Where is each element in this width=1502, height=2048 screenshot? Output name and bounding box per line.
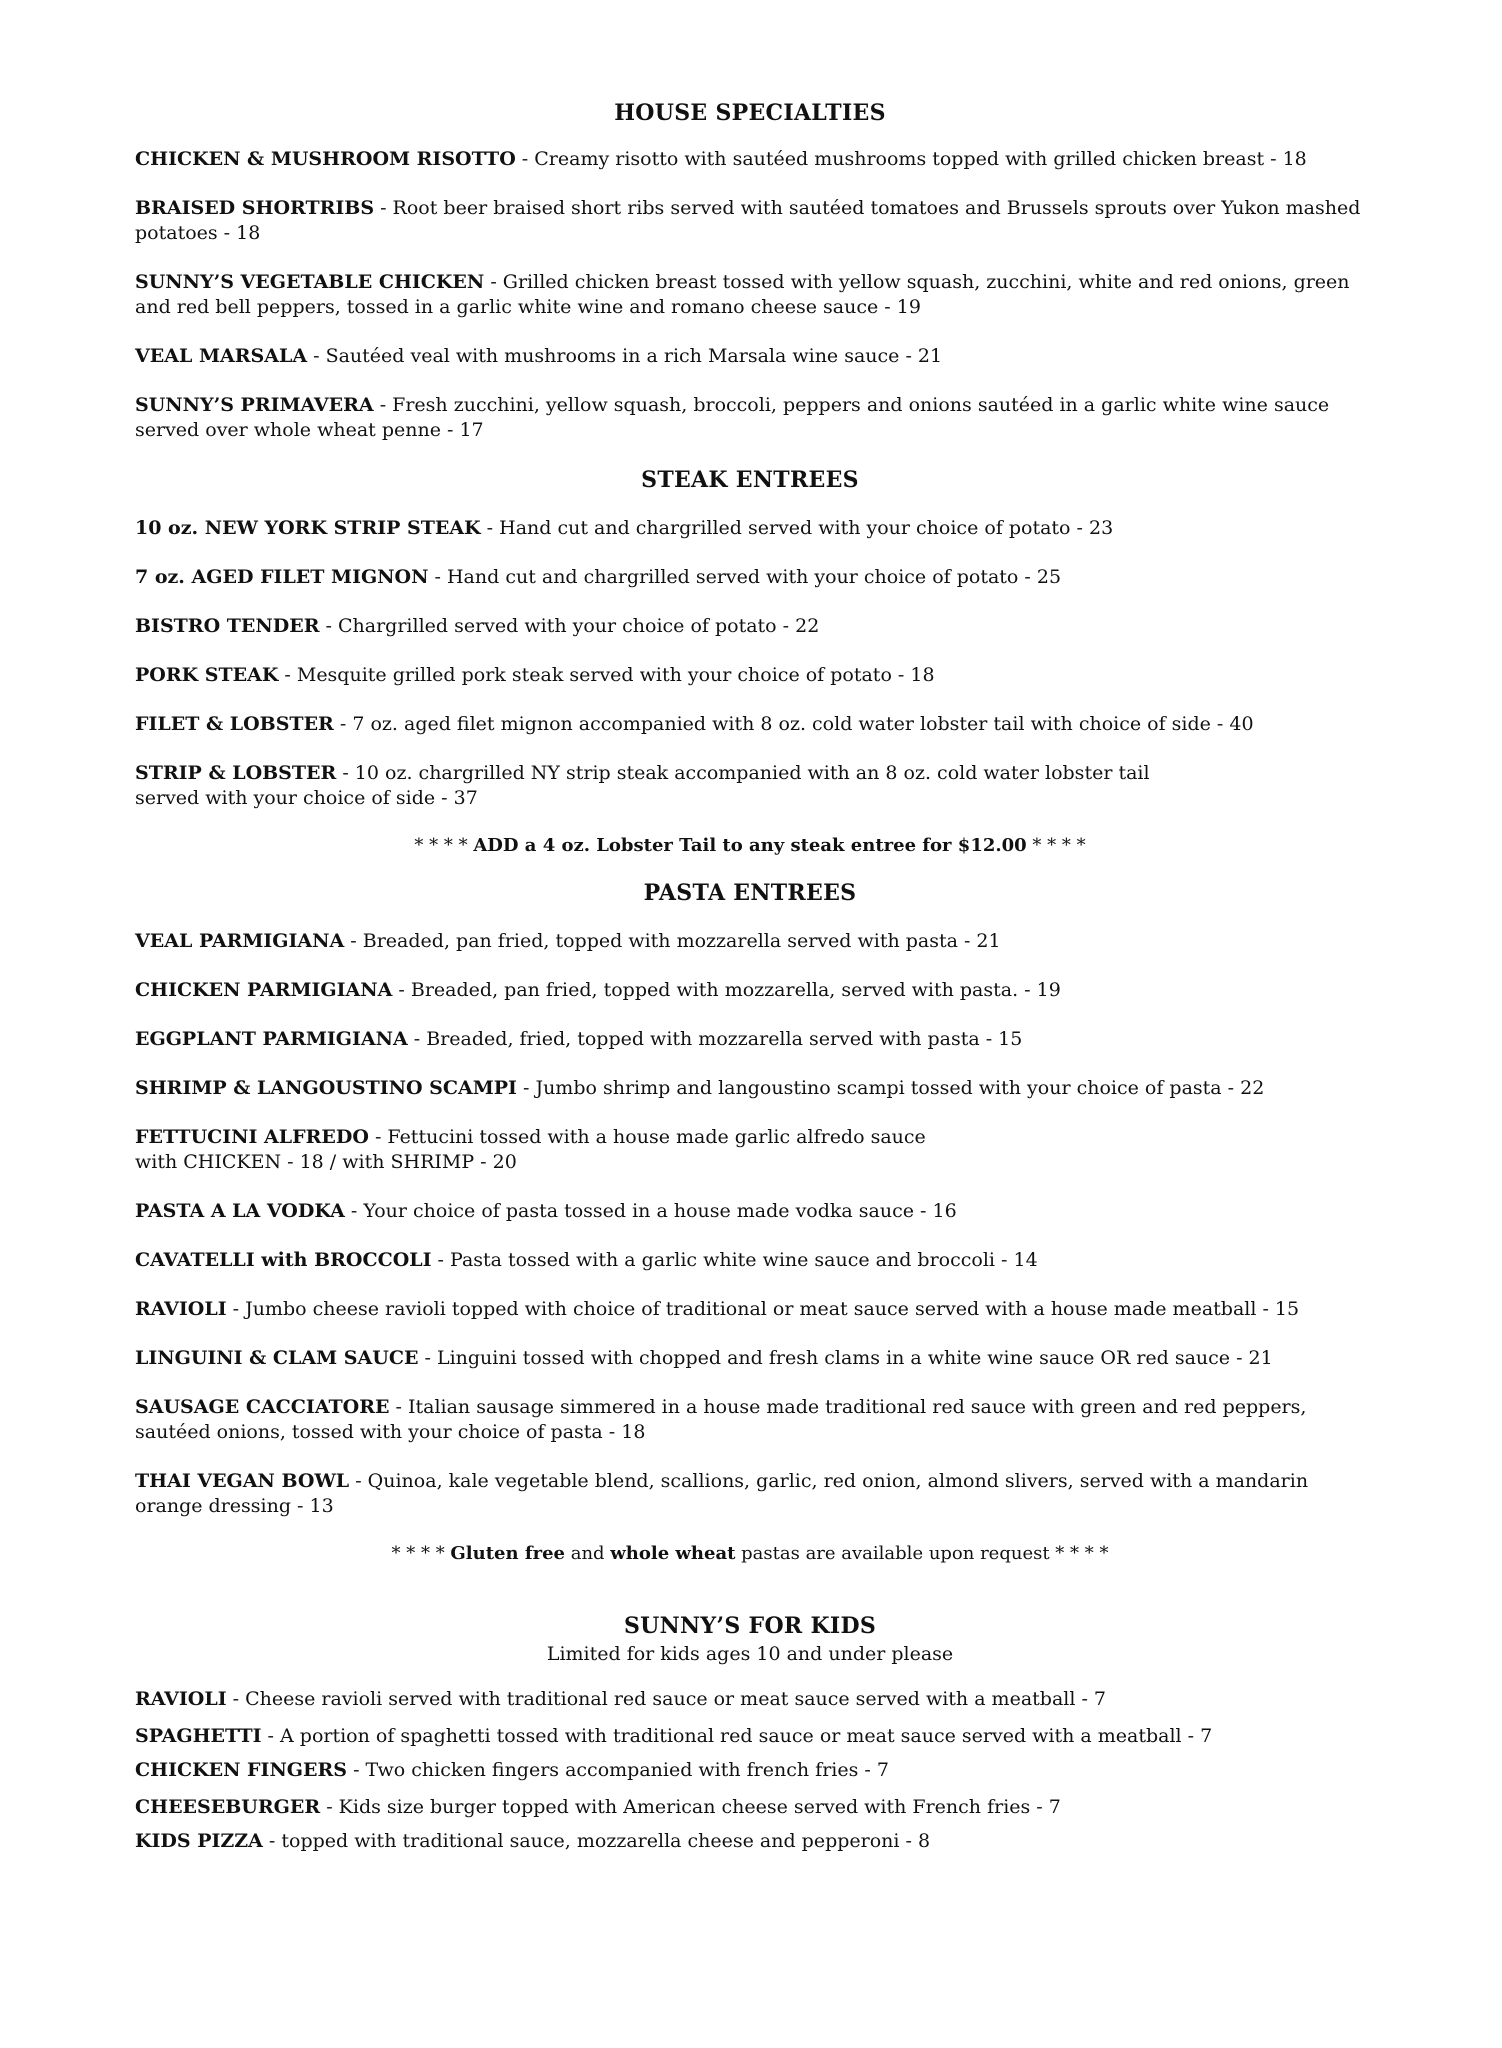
item-desc: - Grilled chicken breast tossed with yellow squash, zucchini, white and red onions, green and red bell peppers, tossed in a garlic white wine and romano cheese sauce - 19	[135, 271, 1350, 318]
item-desc: - Jumbo cheese ravioli topped with choice of traditional or meat sauce served with a house made meatball - 15	[226, 1298, 1300, 1320]
menu-item	[135, 270, 1365, 320]
menu-item	[135, 1469, 1365, 1519]
item-desc: - Italian sausage simmered in a house made traditional red sauce with green and red peppers, sautéed onions, tossed with your choice of pasta - 18	[135, 1396, 1307, 1443]
menu-item	[135, 196, 1365, 246]
item-name: CHICKEN & MUSHROOM RISOTTO	[135, 148, 516, 170]
item-name: FILET & LOBSTER	[135, 713, 334, 735]
item-desc: - Your choice of pasta tossed in a house made vodka sauce - 16	[344, 1200, 957, 1222]
item-name: SUNNY’S PRIMAVERA	[135, 394, 374, 416]
note-bold: ADD a 4 oz. Lobster Tail to any steak entree for $12.00	[473, 835, 1027, 856]
menu-item	[135, 1687, 1365, 1712]
item-desc: - Fresh zucchini, yellow squash, broccoli, peppers and onions sautéed in a garlic white wine sauce served over whole wheat penne - 17	[135, 394, 1330, 441]
menu-item	[135, 761, 1365, 811]
item-name: SPAGHETTI	[135, 1725, 262, 1747]
note-bold: whole wheat	[610, 1543, 736, 1564]
item-desc: - Breaded, pan fried, topped with mozzarella, served with pasta. - 19	[392, 979, 1061, 1001]
item-name: VEAL PARMIGIANA	[135, 930, 345, 952]
item-name: RAVIOLI	[135, 1298, 227, 1320]
item-desc: - Breaded, pan fried, topped with mozzarella served with pasta - 21	[344, 930, 1001, 952]
menu-item	[135, 1395, 1365, 1445]
item-name: RAVIOLI	[135, 1688, 227, 1710]
menu-item	[135, 1724, 1365, 1749]
item-name: 10 oz. NEW YORK STRIP STEAK	[135, 517, 481, 539]
kids-subtitle: Limited for kids ages 10 and under please	[546, 1643, 954, 1665]
note-bold: Gluten free	[450, 1543, 565, 1564]
item-name: KIDS PIZZA	[135, 1830, 263, 1852]
item-name: SAUSAGE CACCIATORE	[135, 1396, 390, 1418]
menu-item	[135, 344, 1365, 369]
item-desc: - Jumbo shrimp and langoustino scampi tossed with your choice of pasta - 22	[516, 1077, 1265, 1099]
item-desc: - Pasta tossed with a garlic white wine sauce and broccoli - 14	[431, 1249, 1038, 1271]
item-name: BRAISED SHORTRIBS	[135, 197, 375, 219]
item-name: VEAL MARSALA	[135, 345, 308, 367]
item-name: STRIP & LOBSTER	[135, 762, 337, 784]
item-desc: - Hand cut and chargrilled served with your choice of potato - 23	[480, 517, 1114, 539]
menu-item	[135, 393, 1365, 443]
item-name: CHICKEN FINGERS	[135, 1759, 348, 1781]
kids-heading: SUNNY’S FOR KIDS	[623, 1613, 877, 1639]
item-desc: - A portion of spaghetti tossed with traditional red sauce or meat sauce served with a meatball - 7	[261, 1725, 1213, 1747]
item-desc: - Breaded, fried, topped with mozzarella served with pasta - 15	[407, 1028, 1023, 1050]
menu-item	[135, 1297, 1365, 1322]
menu-item	[135, 1076, 1365, 1101]
steak-entrees-heading: STEAK ENTREES	[641, 467, 859, 493]
menu-item	[135, 1829, 1365, 1854]
menu-item	[135, 1248, 1365, 1273]
item-desc: - Kids size burger topped with American cheese served with French fries - 7	[320, 1796, 1061, 1818]
item-desc: - Hand cut and chargrilled served with your choice of potato - 25	[428, 566, 1062, 588]
item-desc: - Linguini tossed with chopped and fresh clams in a white wine sauce OR red sauce - 21	[418, 1347, 1273, 1369]
menu-item	[135, 712, 1365, 737]
item-name: SUNNY’S VEGETABLE CHICKEN	[135, 271, 485, 293]
note-stars: * * * *	[1026, 835, 1086, 856]
note-text: pastas are available upon request * * * *	[735, 1543, 1109, 1564]
menu-page	[135, 98, 1365, 1854]
note-text: and	[564, 1543, 611, 1564]
menu-item	[135, 565, 1365, 590]
menu-item	[135, 1199, 1365, 1224]
house-specialties-heading: HOUSE SPECIALTIES	[614, 100, 886, 126]
item-desc-line2: served with your choice of side - 37	[135, 787, 478, 809]
menu-item	[135, 1027, 1365, 1052]
menu-item	[135, 1125, 1365, 1175]
item-desc-line2: with CHICKEN - 18 / with SHRIMP - 20	[135, 1151, 517, 1173]
item-desc: - Cheese ravioli served with traditional red sauce or meat sauce served with a meatball - 7	[226, 1688, 1107, 1710]
menu-item	[135, 614, 1365, 639]
item-name: PORK STEAK	[135, 664, 279, 686]
menu-item	[135, 516, 1365, 541]
item-desc: - Quinoa, kale vegetable blend, scallions, garlic, red onion, almond slivers, served with a mandarin orange dressing - 13	[135, 1470, 1309, 1517]
item-name: SHRIMP & LANGOUSTINO SCAMPI	[135, 1077, 517, 1099]
lobster-addon-note	[135, 833, 1365, 858]
item-desc: - 10 oz. chargrilled NY strip steak accompanied with an 8 oz. cold water lobster tail	[336, 762, 1150, 784]
menu-item	[135, 929, 1365, 954]
item-name: PASTA A LA VODKA	[135, 1200, 345, 1222]
item-name: CHEESEBURGER	[135, 1796, 321, 1818]
pasta-entrees-heading: PASTA ENTREES	[643, 880, 857, 906]
item-name: LINGUINI & CLAM SAUCE	[135, 1347, 419, 1369]
item-name: CAVATELLI with BROCCOLI	[135, 1249, 432, 1271]
item-desc: - Two chicken fingers accompanied with french fries - 7	[347, 1759, 889, 1781]
item-name: CHICKEN PARMIGIANA	[135, 979, 393, 1001]
item-desc: - Chargrilled served with your choice of potato - 22	[319, 615, 820, 637]
menu-item	[135, 663, 1365, 688]
item-name: 7 oz. AGED FILET MIGNON	[135, 566, 429, 588]
menu-item	[135, 1346, 1365, 1371]
item-name: FETTUCINI ALFREDO	[135, 1126, 369, 1148]
menu-item	[135, 978, 1365, 1003]
item-desc: - Creamy risotto with sautéed mushrooms topped with grilled chicken breast - 18	[515, 148, 1307, 170]
gluten-free-note	[135, 1541, 1365, 1566]
item-name: EGGPLANT PARMIGIANA	[135, 1028, 408, 1050]
item-desc: - Root beer braised short ribs served with sautéed tomatoes and Brussels sprouts over Yukon mashed potatoes - 18	[135, 197, 1361, 244]
item-desc: - Sautéed veal with mushrooms in a rich Marsala wine sauce - 21	[307, 345, 943, 367]
item-name: BISTRO TENDER	[135, 615, 320, 637]
item-desc: - Mesquite grilled pork steak served with your choice of potato - 18	[278, 664, 935, 686]
item-name: THAI VEGAN BOWL	[135, 1470, 350, 1492]
menu-item	[135, 1758, 1365, 1783]
menu-item	[135, 147, 1365, 172]
note-stars: * * * *	[391, 1543, 451, 1564]
menu-item	[135, 1795, 1365, 1820]
item-desc: - 7 oz. aged filet mignon accompanied with 8 oz. cold water lobster tail with choice of side - 40	[333, 713, 1254, 735]
item-desc: - topped with traditional sauce, mozzarella cheese and pepperoni - 8	[262, 1830, 931, 1852]
note-stars: * * * *	[414, 835, 474, 856]
item-desc: - Fettucini tossed with a house made garlic alfredo sauce	[368, 1126, 926, 1148]
